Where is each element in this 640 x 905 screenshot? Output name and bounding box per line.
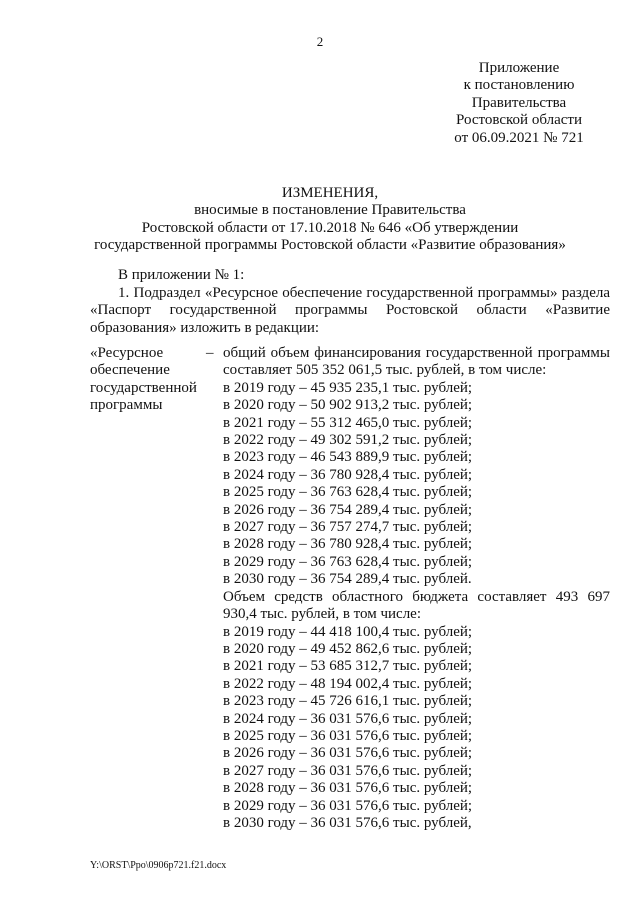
resource-label-line: «Ресурсное <box>90 345 164 361</box>
regional-year-item: в 2027 году – 36 031 576,6 тыс. рублей; <box>223 762 473 779</box>
total-year-item: в 2025 году – 36 763 628,4 тыс. рублей; <box>223 484 473 501</box>
regional-year-item: в 2028 году – 36 031 576,6 тыс. рублей; <box>223 780 473 797</box>
heading-line: государственной программы Ростовской области «Развитие образования» <box>94 237 566 254</box>
page-number: 2 <box>316 34 324 49</box>
regional-years-list <box>223 624 610 833</box>
paragraph-1: 1. Подраздел «Ресурсное обеспечение государственной программы» раздела «Паспорт государственной программы Ростовской области «Развитие образования» изложить в редакции: <box>90 285 610 336</box>
total-year-item: в 2027 году – 36 757 274,7 тыс. рублей; <box>223 519 473 536</box>
appendix-line: к постановлению <box>463 77 575 94</box>
total-year-item: в 2020 году – 50 902 913,2 тыс. рублей; <box>223 397 473 414</box>
total-year-item: в 2026 году – 36 754 289,4 тыс. рублей; <box>223 501 473 518</box>
total-year-item: в 2022 году – 49 302 591,2 тыс. рублей; <box>223 432 473 449</box>
total-year-item: в 2024 году – 36 780 928,4 тыс. рублей; <box>223 466 473 483</box>
heading-line: Ростовской области от 17.10.2018 № 646 «Об утверждении <box>141 219 519 236</box>
total-year-item: в 2029 году – 36 763 628,4 тыс. рублей; <box>223 553 473 570</box>
total-year-item: в 2019 году – 45 935 235,1 тыс. рублей; <box>223 379 473 396</box>
heading-line: вносимые в постановление Правительства <box>194 202 466 219</box>
resource-label-line: государственной <box>90 379 197 396</box>
heading-title: ИЗМЕНЕНИЯ, <box>281 185 379 201</box>
regional-year-item: в 2019 году – 44 418 100,4 тыс. рублей; <box>223 623 473 640</box>
total-year-item: в 2021 году – 55 312 465,0 тыс. рублей; <box>223 414 473 431</box>
total-year-item: в 2023 году – 46 543 889,9 тыс. рублей; <box>223 449 473 466</box>
total-year-item: в 2028 году – 36 780 928,4 тыс. рублей; <box>223 536 473 553</box>
intro-paragraph: В приложении № 1: <box>118 267 245 283</box>
resource-label <box>90 345 210 415</box>
dash-separator: – <box>206 345 214 361</box>
file-path-footer: Y:\ORST\Ppo\0906p721.f21.docx <box>90 860 227 871</box>
regional-year-item: в 2025 году – 36 031 576,6 тыс. рублей; <box>223 727 473 744</box>
resource-label-line: обеспечение <box>90 362 170 379</box>
regional-year-item: в 2024 году – 36 031 576,6 тыс. рублей; <box>223 710 473 727</box>
regional-year-item: в 2030 году – 36 031 576,6 тыс. рублей, <box>223 814 472 831</box>
regional-year-item: в 2021 году – 53 685 312,7 тыс. рублей; <box>223 658 473 675</box>
resource-label-line: программы <box>90 397 163 414</box>
total-year-item: в 2030 году – 36 754 289,4 тыс. рублей. <box>223 571 472 588</box>
regional-year-item: в 2026 году – 36 031 576,6 тыс. рублей; <box>223 745 473 762</box>
appendix-block <box>420 60 618 147</box>
appendix-line: Правительства <box>471 94 567 111</box>
document-heading <box>60 185 600 255</box>
regional-year-item: в 2023 году – 45 726 616,1 тыс. рублей; <box>223 693 473 710</box>
total-years-list <box>223 380 610 589</box>
appendix-line: Ростовской области <box>456 112 582 129</box>
resource-content <box>223 345 610 832</box>
regional-year-item: в 2020 году – 49 452 862,6 тыс. рублей; <box>223 640 473 657</box>
regional-year-item: в 2022 году – 48 194 002,4 тыс. рублей; <box>223 675 473 692</box>
total-financing-text: общий объем финансирования государственной программы составляет 505 352 061,5 тыс. рублей, в том числе: <box>223 345 610 379</box>
regional-year-item: в 2029 году – 36 031 576,6 тыс. рублей; <box>223 797 473 814</box>
appendix-line: Приложение <box>478 60 560 76</box>
appendix-line: от 06.09.2021 № 721 <box>454 129 584 146</box>
regional-budget-text: Объем средств областного бюджета составляет 493 697 930,4 тыс. рублей, в том числе: <box>223 588 610 623</box>
